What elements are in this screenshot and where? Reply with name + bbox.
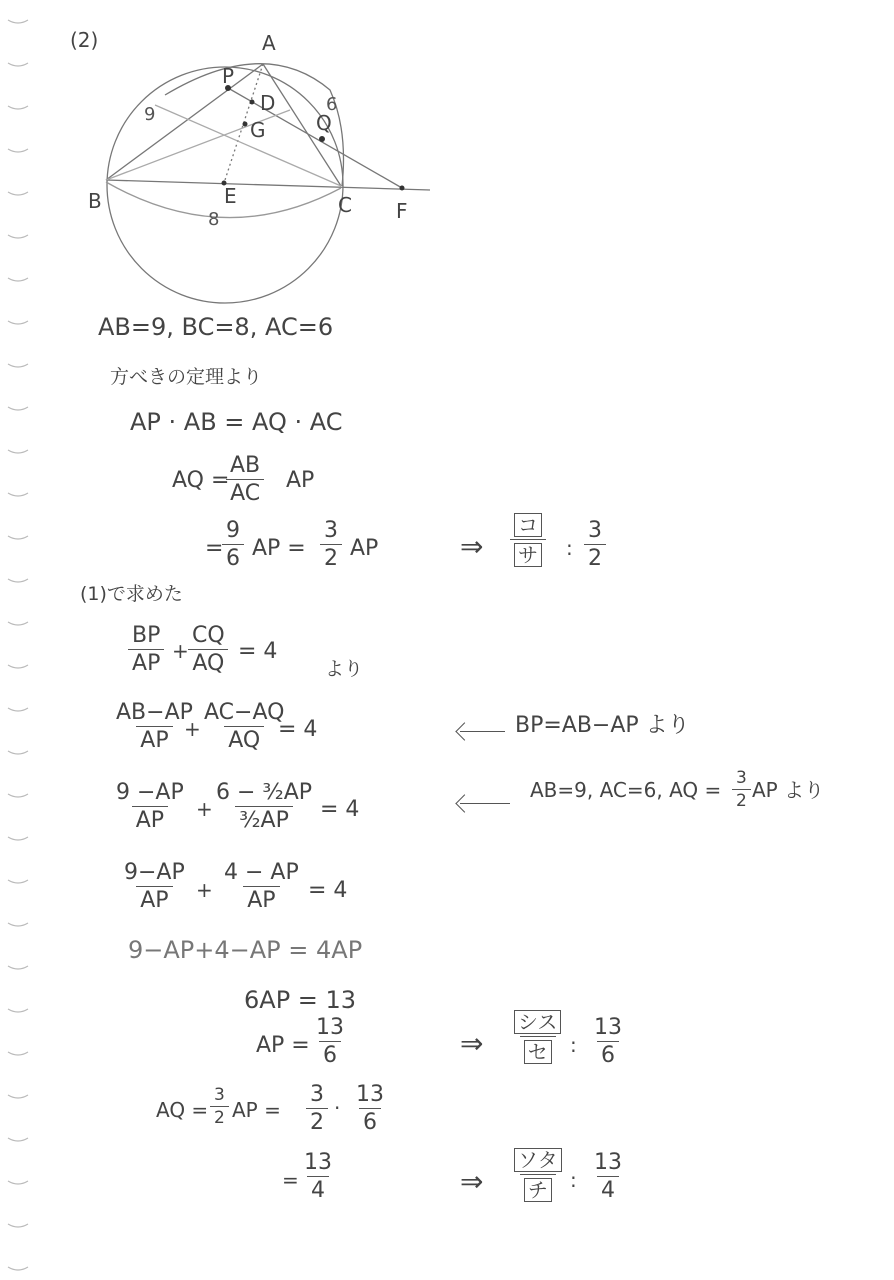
frac-num: 4 − AP [224,860,299,885]
frac-num: 3 [588,518,602,543]
frac-den: 6 [319,1041,341,1067]
box-sota: ソタ [514,1148,562,1172]
eq3-plus: + [196,797,213,821]
binding-mark [8,579,28,582]
label-g: G [250,118,266,142]
binding-mark [8,622,28,625]
answer-colon: : [566,536,573,560]
frac-den: AP [243,886,279,912]
binding-mark [8,1224,28,1227]
frac-num: 3 [214,1085,225,1105]
eq8-frac-2 [306,1084,328,1134]
label-p: P [222,64,235,88]
binding-mark [8,1009,28,1012]
point-g [243,122,248,127]
eq4-frac-2 [220,862,303,912]
eq4-rhs: = 4 [308,878,348,903]
binding-mark [8,751,28,754]
frac-num: 3 [324,518,338,543]
box-ko: コ [514,513,542,537]
length-ac: 6 [326,94,338,115]
frac-den: 2 [584,544,606,570]
binding-mark [8,1138,28,1141]
label-b: B [88,189,102,213]
fraction-3-2 [320,520,342,570]
frac-den: 6 [222,544,244,570]
point-f [400,186,405,191]
eq6: 6AP = 13 [244,986,357,1014]
frac-den: 2 [732,789,751,810]
eq9-frac [300,1152,336,1202]
given-lengths: AB=9, BC=8, AC=6 [98,313,334,341]
label-a: A [262,31,276,55]
eq7-frac [312,1017,348,1067]
eq1-frac-2 [188,625,229,675]
power-of-point-equation: AP · AB = AQ · AC [130,408,343,436]
answer-box-shisu-se [510,1010,565,1064]
frac-den: AP [136,886,172,912]
eq5: 9−AP+4−AP = 4AP [128,936,363,964]
binding-mark [8,708,28,711]
answer-value-3 [590,1152,626,1202]
frac-den: AP [136,726,172,752]
eq7-lhs: AP = [256,1033,310,1058]
binding-mark [8,665,28,668]
implies-arrow: ⇒ [460,530,484,563]
answer-box-sota-chi [510,1148,566,1202]
eq4-plus: + [196,878,213,902]
eq8-frac-1 [210,1087,229,1127]
eq2-rhs: = 4 [278,717,318,742]
aq-lhs: AQ = [172,468,230,493]
eq4-frac-1 [120,862,189,912]
aq-tail: AP [286,468,315,493]
frac-den: AQ [224,726,264,752]
box-se: セ [524,1040,552,1064]
implies-arrow: ⇒ [460,1165,484,1198]
length-ab: 9 [144,104,156,125]
frac-num: AB [230,453,261,478]
eq2-frac-2 [200,702,288,752]
frac-num: 13 [594,1150,622,1175]
eq8-dot: · [334,1096,341,1120]
step-note: (1)で求めた [80,583,183,605]
label-d: D [260,91,276,115]
frac-num: AB−AP [116,700,193,725]
label-f: F [396,199,408,223]
answer-box-ko-sa [510,513,546,567]
left-arrow [460,731,505,732]
answer-colon: : [570,1033,577,1057]
eq3-frac-2 [212,782,316,832]
binding-mark [8,407,28,410]
binding-mark [8,1052,28,1055]
frac-num: 9−AP [124,860,185,885]
aq2-tail: AP [350,536,379,561]
note-frac-3-2 [732,770,751,810]
eq3-frac-1 [112,782,188,832]
label-e: E [224,184,237,208]
binding-mark [8,880,28,883]
frac-num: AC−AQ [204,700,285,725]
implies-arrow: ⇒ [460,1027,484,1060]
frac-num: BP [132,623,161,648]
eq2-plus: + [184,717,201,741]
eq3-rhs: = 4 [320,797,360,822]
frac-den: 6 [359,1108,381,1134]
aq2-eq: = [205,536,224,561]
length-bc: 8 [208,209,220,230]
eq1-note: より [325,658,364,680]
frac-num: CQ [192,623,225,648]
binding-mark [8,364,28,367]
frac-num: 13 [304,1150,332,1175]
frac-den: 6 [597,1041,619,1067]
line-bcf [106,180,430,190]
frac-den: 4 [597,1176,619,1202]
frac-den: AC [226,479,264,505]
line-cg [155,105,341,186]
fraction-9-6 [222,520,244,570]
answer-value-2 [590,1017,626,1067]
binding-mark [8,450,28,453]
eq1-rhs: = 4 [238,639,278,664]
fraction-ab-ac [226,455,264,505]
box-chi: チ [524,1178,552,1202]
frac-num: 9 −AP [116,780,184,805]
geometry-figure [0,0,894,320]
theorem-note: 方べきの定理より [110,366,263,388]
frac-num: 13 [316,1015,344,1040]
note-tail: AP より [752,778,825,802]
eq8-mid: AP = [232,1098,281,1122]
binding-mark [8,1181,28,1184]
eq9-lhs: = [282,1168,299,1192]
eq8-frac-3 [352,1084,388,1134]
binding-mark [8,536,28,539]
binding-mark [8,794,28,797]
point-d [250,100,255,105]
box-sa: サ [514,543,542,567]
binding-mark [8,923,28,926]
frac-num: 3 [736,768,747,788]
binding-mark [8,321,28,324]
label-q: Q [316,111,332,135]
frac-den: 2 [210,1106,229,1127]
frac-den: 2 [306,1108,328,1134]
eq1-frac-1 [128,625,164,675]
binding-mark [8,837,28,840]
note-bp: BP=AB−AP より [515,713,690,738]
answer-colon: : [570,1168,577,1192]
binding-mark [8,1095,28,1098]
note-substitution: AB=9, AC=6, AQ = [530,778,722,802]
frac-den: AP [132,806,168,832]
side-ab [106,64,263,180]
frac-den: 2 [320,544,342,570]
left-arrow [460,803,510,804]
binding-mark [8,1267,28,1270]
box-shisu: シス [514,1010,561,1034]
frac-num: 3 [310,1082,324,1107]
frac-num: 9 [226,518,240,543]
eq1-plus: + [172,639,189,663]
frac-num: 13 [356,1082,384,1107]
binding-mark [8,493,28,496]
part-label: (2) [70,28,99,52]
aq2-mid: AP = [252,536,306,561]
frac-den: AQ [188,649,228,675]
frac-den: 4 [307,1176,329,1202]
binding-mark [8,966,28,969]
frac-num: 6 − ³⁄₂AP [216,780,313,805]
frac-den: ³⁄₂AP [235,806,293,832]
frac-den: AP [128,649,164,675]
answer-value-1 [584,520,606,570]
point-q [319,136,325,142]
eq8-lhs: AQ = [156,1098,209,1122]
label-c: C [338,193,352,217]
frac-num: 13 [594,1015,622,1040]
